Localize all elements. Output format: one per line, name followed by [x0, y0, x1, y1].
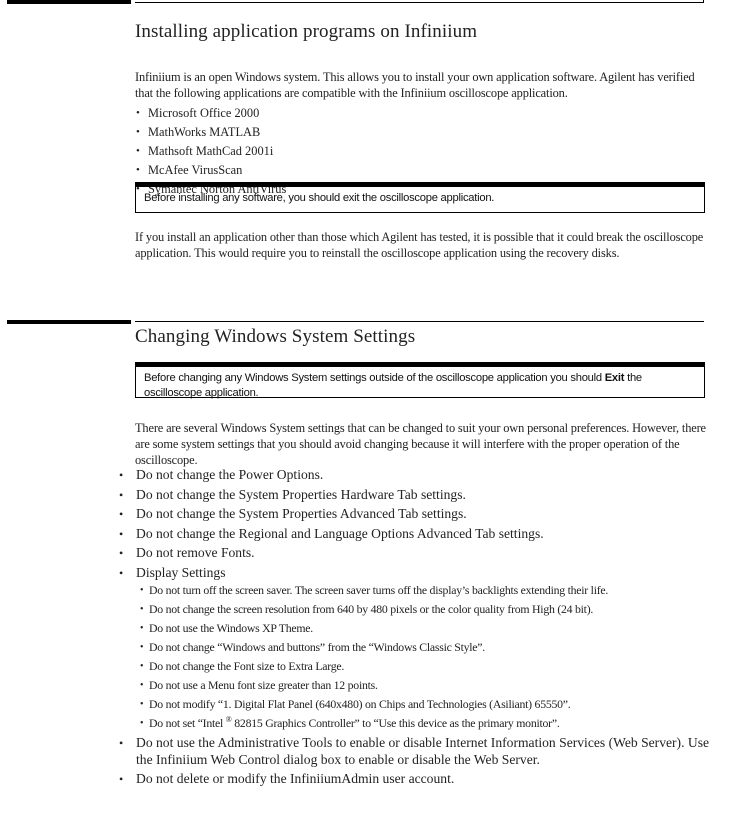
display-item-text: Do not use the Windows XP Theme. — [149, 621, 313, 635]
display-item-text: Do not turn off the screen saver. The screen saver turns off the display’s backlights extending their life. — [149, 583, 609, 597]
installing-intro-paragraph: Infiniium is an open Windows system. This allows you to install your own application software. Agilent has verified that the following applications are compatible with the Infiniium oscilloscope application. — [135, 70, 695, 100]
bullet-icon: • — [140, 718, 144, 729]
display-sublist-item — [140, 697, 711, 712]
note-text-bold-exit: Exit — [604, 372, 625, 384]
intel-item-text-after: 82815 Graphics Controller” to “Use this device as the primary monitor”. — [231, 716, 560, 730]
app-list-item: • Symantec Norton AntiVirus — [136, 180, 696, 199]
note-text: Before installing any software, you should exit the oscilloscope application. — [144, 192, 495, 204]
section-marker-bar — [7, 320, 131, 324]
section-marker-bar — [7, 0, 131, 4]
bullet-icon: • — [119, 736, 124, 750]
bullet-icon: • — [119, 546, 124, 560]
display-sublist-item-intel — [140, 716, 711, 731]
note-text-before: Before changing any Windows System settings outside of the oscilloscope application you should — [144, 372, 605, 384]
previous-note-box-end — [135, 0, 704, 3]
display-item-text: Do not modify “1. Digital Flat Panel (640x480) on Chips and Technologies (Asiliant) 65550”. — [149, 697, 571, 711]
display-sublist-item — [140, 659, 711, 674]
settings-warnings-list — [121, 467, 711, 791]
bullet-icon: • — [119, 565, 124, 580]
settings-item-text: Do not change the System Properties Hardware Tab settings. — [136, 486, 466, 502]
display-sublist-item — [140, 640, 711, 655]
display-sublist-item — [140, 621, 711, 636]
settings-list-item — [121, 487, 711, 504]
settings-item-text: Do not change the Power Options. — [136, 467, 324, 482]
settings-list-item — [121, 506, 711, 523]
settings-list-item — [121, 467, 711, 484]
settings-item-text: Do not use the Administrative Tools to enable or disable Internet Information Services (Web Server). Use the Infiniium Web Control dialog box to enable or disable the Web Server. — [136, 735, 710, 767]
registered-trademark-icon: ® — [225, 715, 232, 725]
settings-item-text: Do not delete or modify the InfiniiumAdmin user account. — [136, 771, 455, 786]
windows-settings-intro-paragraph: There are several Windows System settings that can be changed to suit your own personal preferences. However, there are some system settings that you should avoid changing because it will interfere with the proper operation of the oscilloscope. — [135, 421, 706, 467]
section-title-installing: Installing application programs on Infiniium — [135, 21, 478, 42]
bullet-icon: • — [119, 772, 124, 786]
bullet-icon: • — [119, 526, 124, 541]
bullet-icon: • — [140, 699, 144, 710]
settings-item-text: Do not change the System Properties Advanced Tab settings. — [136, 506, 467, 521]
bullet-icon: • — [140, 585, 144, 596]
app-list-item: • Mathsoft MathCad 2001i — [136, 142, 696, 161]
bullet-icon: • — [119, 487, 124, 502]
settings-item-text: Do not change the Regional and Language Options Advanced Tab settings. — [136, 525, 544, 541]
bullet-icon: • — [119, 468, 124, 482]
note-box-exit-before-changing — [135, 362, 705, 398]
settings-item-text: Display Settings — [136, 564, 226, 580]
settings-list-item — [121, 545, 711, 562]
display-item-text: Do not change the Font size to Extra Large. — [149, 659, 345, 673]
bullet-icon: • — [140, 642, 144, 653]
settings-list-item — [121, 735, 711, 768]
bullet-icon: • — [140, 680, 144, 691]
display-item-text: Do not change “Windows and buttons” from the “Windows Classic Style”. — [149, 640, 485, 654]
display-sublist-item — [140, 678, 711, 693]
settings-list-item — [121, 771, 711, 788]
display-item-text: Do not change the screen resolution from 640 by 480 pixels or the color quality from High (24 bit). — [149, 602, 594, 616]
settings-item-text: Do not remove Fonts. — [136, 545, 255, 560]
untested-app-warning-paragraph: If you install an application other than those which Agilent has tested, it is possible that it could break the oscilloscope application. This would require you to reinstall the oscilloscope application using the recovery disks. — [135, 230, 704, 260]
note-text-after: the oscilloscope application. — [144, 372, 642, 399]
intel-item-text-before: Do not set “Intel — [149, 716, 226, 730]
display-settings-sublist — [136, 583, 711, 731]
bullet-icon: • — [119, 507, 124, 521]
bullet-icon: • — [140, 623, 144, 634]
display-sublist-item — [140, 602, 711, 617]
section-rule — [135, 321, 704, 322]
settings-list-item — [121, 526, 711, 543]
display-item-text: Do not use a Menu font size greater than 12 points. — [149, 678, 378, 692]
app-list-item: • McAfee VirusScan — [136, 161, 696, 180]
app-list-item: • MathWorks MATLAB — [136, 123, 696, 142]
bullet-icon: • — [140, 661, 144, 672]
app-list-item: • Microsoft Office 2000 — [136, 104, 696, 123]
bullet-icon: • — [140, 604, 144, 615]
display-sublist-item — [140, 583, 711, 598]
note-box-exit-before-install — [135, 182, 705, 213]
section-title-changing-windows-settings: Changing Windows System Settings — [135, 326, 416, 347]
settings-list-item-display — [121, 565, 711, 732]
